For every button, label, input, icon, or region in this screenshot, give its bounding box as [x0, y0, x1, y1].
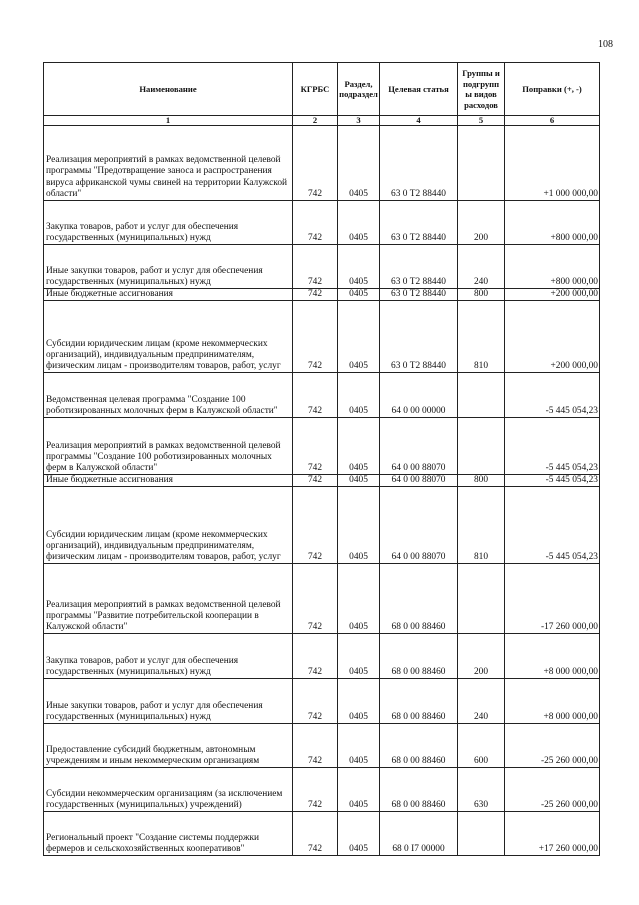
- row-kgrbs: 742: [293, 201, 338, 245]
- column-number: 2: [293, 116, 338, 126]
- row-target-article: 64 0 00 88070: [380, 475, 458, 487]
- row-amendment: +200 000,00: [505, 289, 600, 301]
- row-name: Региональный проект "Создание системы поддержки фермеров и сельскохозяйственных кооперативов": [44, 812, 293, 856]
- page-number: 108: [598, 39, 613, 50]
- row-kgrbs: 742: [293, 679, 338, 724]
- table-row: [44, 768, 600, 812]
- row-amendment: +8 000 000,00: [505, 634, 600, 679]
- row-name: Субсидии юридическим лицам (кроме некоммерческих организаций), индивидуальным предпринимателям, физическим лицам - производителям товаров, работ, услуг: [44, 301, 293, 373]
- row-kgrbs: 742: [293, 487, 338, 564]
- row-name: Иные закупки товаров, работ и услуг для обеспечения государственных (муниципальных) нужд: [44, 679, 293, 724]
- row-expense-group: 800: [458, 289, 505, 301]
- header-amendments: Поправки (+, -): [505, 63, 600, 116]
- row-name: Субсидии юридическим лицам (кроме некоммерческих организаций), индивидуальным предпринимателям, физическим лицам - производителям товаров, работ, услуг: [44, 487, 293, 564]
- row-section: 0405: [338, 812, 380, 856]
- row-amendment: +800 000,00: [505, 245, 600, 289]
- row-amendment: +200 000,00: [505, 301, 600, 373]
- row-kgrbs: 742: [293, 126, 338, 201]
- row-expense-group: 240: [458, 679, 505, 724]
- header-row: [44, 63, 600, 116]
- header-name: Наименование: [44, 63, 293, 116]
- row-target-article: 68 0 00 88460: [380, 768, 458, 812]
- row-target-article: 68 0 00 88460: [380, 679, 458, 724]
- table-row: [44, 201, 600, 245]
- row-name: Предоставление субсидий бюджетным, автономным учреждениям и иным некоммерческим организациям: [44, 724, 293, 768]
- row-name: Ведомственная целевая программа "Создание 100 роботизированных молочных ферм в Калужской области": [44, 373, 293, 418]
- row-name: Иные закупки товаров, работ и услуг для обеспечения государственных (муниципальных) нужд: [44, 245, 293, 289]
- row-name: Иные бюджетные ассигнования: [44, 475, 293, 487]
- row-expense-group: 200: [458, 201, 505, 245]
- column-number: 6: [505, 116, 600, 126]
- row-amendment: +8 000 000,00: [505, 679, 600, 724]
- row-expense-group: 630: [458, 768, 505, 812]
- row-expense-group: [458, 373, 505, 418]
- row-section: 0405: [338, 418, 380, 475]
- row-section: 0405: [338, 768, 380, 812]
- row-expense-group: [458, 418, 505, 475]
- table-row: [44, 289, 600, 301]
- row-expense-group: 600: [458, 724, 505, 768]
- table-row: [44, 373, 600, 418]
- table-row: [44, 724, 600, 768]
- row-section: 0405: [338, 245, 380, 289]
- header-target: Целевая статья: [380, 63, 458, 116]
- row-kgrbs: 742: [293, 373, 338, 418]
- row-target-article: 63 0 Т2 88440: [380, 289, 458, 301]
- table-row: [44, 564, 600, 634]
- header-section: Раздел, подраздел: [338, 63, 380, 116]
- row-target-article: 63 0 Т2 88440: [380, 201, 458, 245]
- row-kgrbs: 742: [293, 418, 338, 475]
- table-row: [44, 301, 600, 373]
- header-kgrbs: КГРБС: [293, 63, 338, 116]
- row-kgrbs: 742: [293, 812, 338, 856]
- row-name: Закупка товаров, работ и услуг для обеспечения государственных (муниципальных) нужд: [44, 634, 293, 679]
- row-amendment: -25 260 000,00: [505, 724, 600, 768]
- row-section: 0405: [338, 373, 380, 418]
- row-amendment: -17 260 000,00: [505, 564, 600, 634]
- table-body: [44, 126, 600, 856]
- row-amendment: +1 000 000,00: [505, 126, 600, 201]
- row-section: 0405: [338, 487, 380, 564]
- row-section: 0405: [338, 126, 380, 201]
- table-row: [44, 812, 600, 856]
- header-groups: Группы и подгрупп ы видов расходов: [458, 63, 505, 116]
- row-name: Иные бюджетные ассигнования: [44, 289, 293, 301]
- table-row: [44, 679, 600, 724]
- row-target-article: 68 0 00 88460: [380, 564, 458, 634]
- row-section: 0405: [338, 724, 380, 768]
- column-number: 5: [458, 116, 505, 126]
- row-section: 0405: [338, 475, 380, 487]
- row-kgrbs: 742: [293, 564, 338, 634]
- row-kgrbs: 742: [293, 724, 338, 768]
- row-section: 0405: [338, 289, 380, 301]
- row-target-article: 68 0 00 88460: [380, 724, 458, 768]
- table-row: [44, 487, 600, 564]
- row-target-article: 64 0 00 88070: [380, 418, 458, 475]
- row-target-article: 63 0 Т2 88440: [380, 245, 458, 289]
- row-amendment: -5 445 054,23: [505, 487, 600, 564]
- row-amendment: -25 260 000,00: [505, 768, 600, 812]
- row-expense-group: 200: [458, 634, 505, 679]
- row-section: 0405: [338, 634, 380, 679]
- row-kgrbs: 742: [293, 245, 338, 289]
- row-section: 0405: [338, 201, 380, 245]
- table-row: [44, 418, 600, 475]
- row-expense-group: [458, 126, 505, 201]
- table-row: [44, 245, 600, 289]
- column-numbers-row: [44, 116, 600, 126]
- table-row: [44, 126, 600, 201]
- column-number: 3: [338, 116, 380, 126]
- row-target-article: 63 0 Т2 88440: [380, 126, 458, 201]
- row-section: 0405: [338, 301, 380, 373]
- row-expense-group: 240: [458, 245, 505, 289]
- row-target-article: 63 0 Т2 88440: [380, 301, 458, 373]
- row-section: 0405: [338, 679, 380, 724]
- row-kgrbs: 742: [293, 768, 338, 812]
- column-number: 4: [380, 116, 458, 126]
- row-amendment: -5 445 054,23: [505, 373, 600, 418]
- row-amendment: +800 000,00: [505, 201, 600, 245]
- row-target-article: 68 0 I7 00000: [380, 812, 458, 856]
- row-name: Реализация мероприятий в рамках ведомственной целевой программы "Предотвращение заноса и распространения вируса африканской чумы свиней на территории Калужской области": [44, 126, 293, 201]
- row-kgrbs: 742: [293, 301, 338, 373]
- table-row: [44, 475, 600, 487]
- row-amendment: -5 445 054,23: [505, 475, 600, 487]
- row-section: 0405: [338, 564, 380, 634]
- row-expense-group: 800: [458, 475, 505, 487]
- table-row: [44, 634, 600, 679]
- row-expense-group: [458, 564, 505, 634]
- row-kgrbs: 742: [293, 634, 338, 679]
- row-kgrbs: 742: [293, 475, 338, 487]
- budget-amendments-table: [43, 62, 600, 856]
- row-target-article: 68 0 00 88460: [380, 634, 458, 679]
- row-name: Реализация мероприятий в рамках ведомственной целевой программы "Развитие потребительской кооперации в Калужской области": [44, 564, 293, 634]
- column-number: 1: [44, 116, 293, 126]
- row-name: Закупка товаров, работ и услуг для обеспечения государственных (муниципальных) нужд: [44, 201, 293, 245]
- row-target-article: 64 0 00 00000: [380, 373, 458, 418]
- row-expense-group: 810: [458, 301, 505, 373]
- row-expense-group: 810: [458, 487, 505, 564]
- row-kgrbs: 742: [293, 289, 338, 301]
- row-expense-group: [458, 812, 505, 856]
- row-amendment: +17 260 000,00: [505, 812, 600, 856]
- row-amendment: -5 445 054,23: [505, 418, 600, 475]
- row-target-article: 64 0 00 88070: [380, 487, 458, 564]
- row-name: Реализация мероприятий в рамках ведомственной целевой программы "Создание 100 роботизированных молочных ферм в Калужской области": [44, 418, 293, 475]
- row-name: Субсидии некоммерческим организациям (за исключением государственных (муниципальных) учреждений): [44, 768, 293, 812]
